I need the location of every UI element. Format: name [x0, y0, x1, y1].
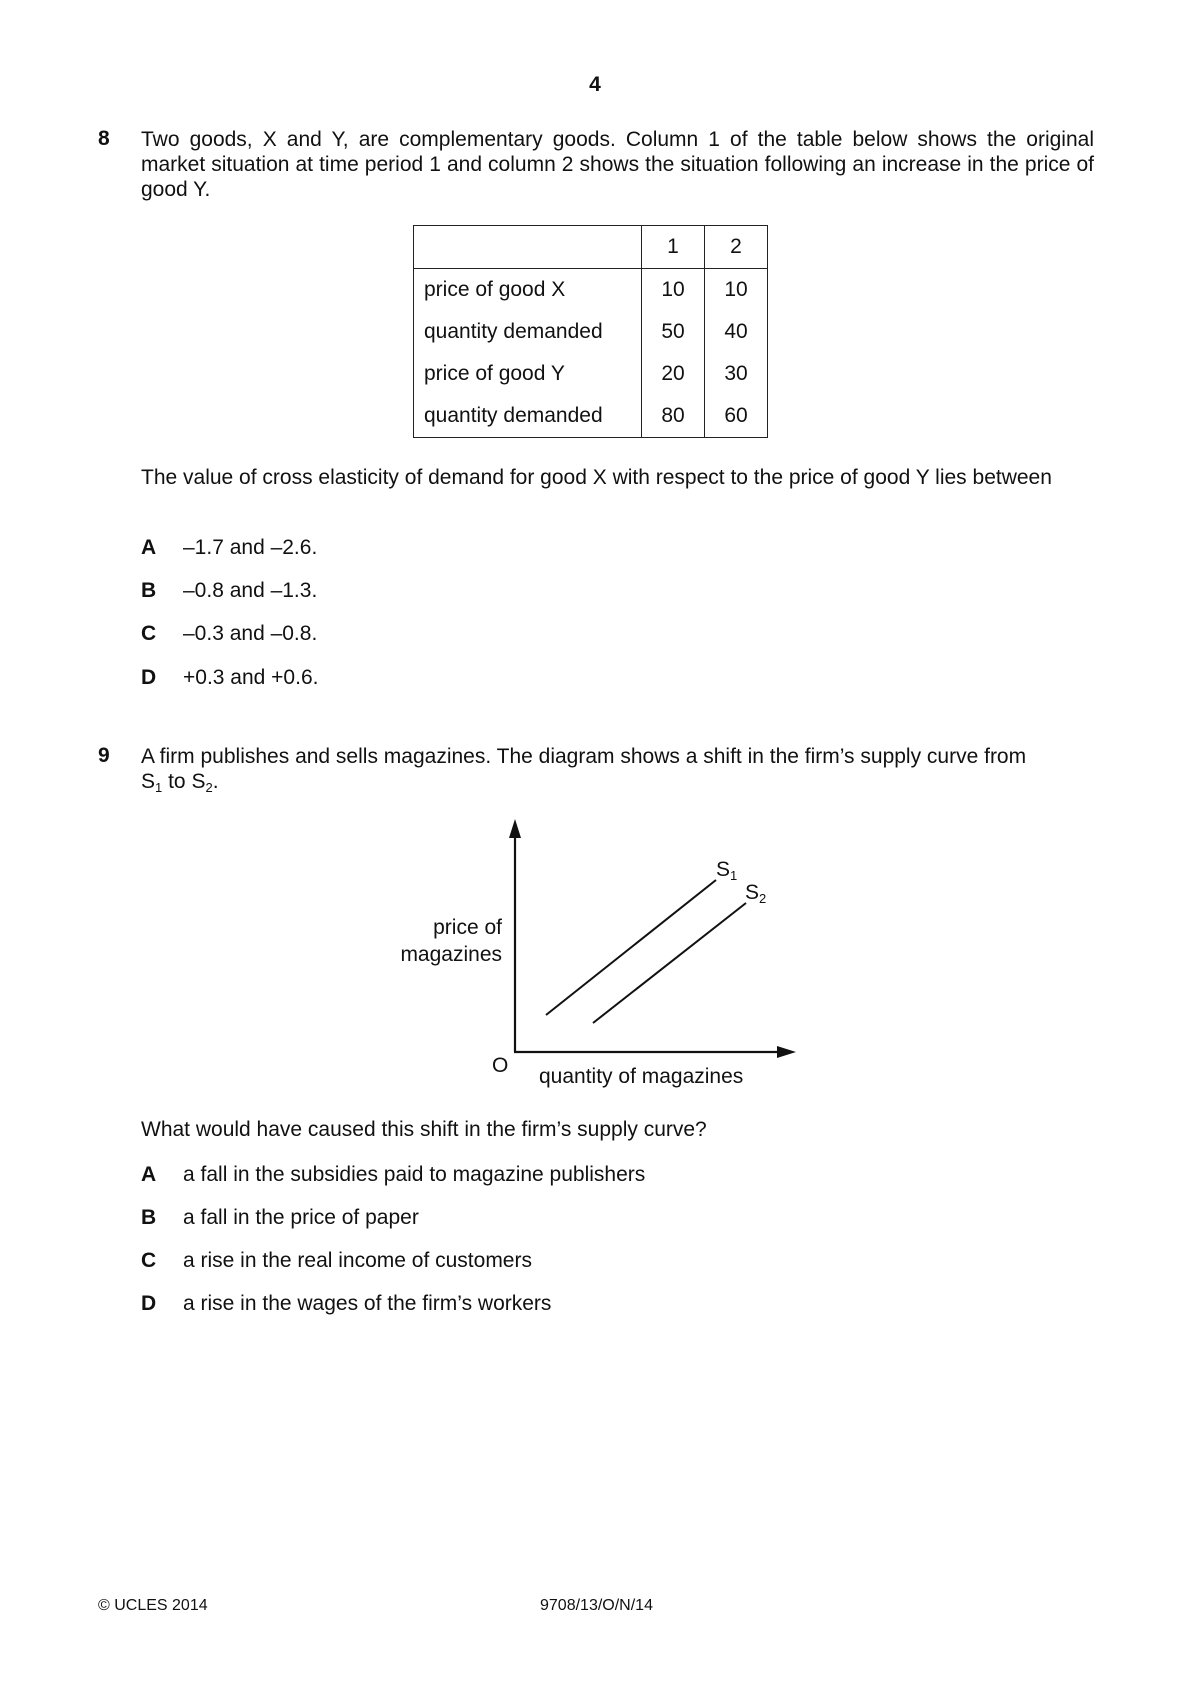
- y-axis-label-line1: price of: [433, 916, 502, 939]
- q9-option-a-text: a fall in the subsidies paid to magazine publishers: [183, 1163, 646, 1186]
- question-8-prompt: The value of cross elasticity of demand for good X with respect to the price of good Y lies between: [141, 466, 1052, 489]
- question-8-stem: Two goods, X and Y, are complementary goods. Column 1 of the table below shows the original market situation at time period 1 and column 2 shows the situation following an increase in the price of good Y.: [141, 128, 1094, 201]
- s2-symbol: S: [191, 770, 206, 793]
- s1-curve-symbol: S: [716, 858, 731, 881]
- q9-option-d-text: a rise in the wages of the firm’s workers: [183, 1292, 552, 1315]
- table-cell: 80: [642, 395, 705, 438]
- q9-option-b-letter: B: [141, 1206, 157, 1229]
- s2-subscript: 2: [205, 780, 213, 795]
- q8-option-d-text: +0.3 and +0.6.: [183, 666, 319, 689]
- s1-symbol: S: [141, 770, 156, 793]
- table-cell: 40: [705, 311, 768, 353]
- supply-curve-s2: [593, 903, 746, 1023]
- table-cell: 50: [642, 311, 705, 353]
- q9-option-a-letter: A: [141, 1163, 157, 1186]
- origin-label: O: [492, 1054, 509, 1077]
- y-axis-label-line2: magazines: [400, 943, 502, 966]
- q9-option-c-letter: C: [141, 1249, 157, 1272]
- table-header-cell: 1: [642, 226, 705, 269]
- question-9-stem-line1: A firm publishes and sells magazines. The diagram shows a shift in the firm’s supply curve from: [141, 745, 1027, 768]
- q8-option-b-text: –0.8 and –1.3.: [183, 579, 318, 602]
- q8-option-b-letter: B: [141, 579, 157, 602]
- table-cell: 30: [705, 353, 768, 395]
- y-axis-arrowhead: [509, 819, 521, 838]
- table-cell-label: quantity demanded: [424, 320, 603, 343]
- q9-option-d-letter: D: [141, 1292, 157, 1315]
- table-cell-label: price of good Y: [424, 362, 565, 385]
- stem-to: to: [162, 770, 192, 793]
- question-9-number: 9: [98, 744, 110, 767]
- y-axis-label: [370, 914, 502, 968]
- table-cell-label: price of good X: [424, 278, 566, 301]
- table-header-cell: 2: [705, 226, 768, 269]
- x-axis-label: quantity of magazines: [539, 1065, 744, 1088]
- s2-curve-label: [745, 881, 766, 905]
- table-cell: 10: [642, 269, 705, 312]
- x-axis-arrowhead: [777, 1046, 796, 1058]
- table-cell-label: quantity demanded: [424, 404, 603, 427]
- stem-end: .: [212, 770, 219, 793]
- q9-option-b-text: a fall in the price of paper: [183, 1206, 419, 1229]
- q8-option-c-letter: C: [141, 622, 157, 645]
- table-cell: 10: [705, 269, 768, 312]
- s2-curve-symbol: S: [745, 881, 760, 904]
- footer-paper-code: 9708/13/O/N/14: [540, 1597, 653, 1614]
- q8-option-c-text: –0.3 and –0.8.: [183, 622, 318, 645]
- question-9-prompt: What would have caused this shift in the firm’s supply curve?: [141, 1118, 707, 1141]
- table-cell: 20: [642, 353, 705, 395]
- s1-curve-label: [716, 858, 737, 882]
- footer-copyright: © UCLES 2014: [98, 1597, 208, 1614]
- s1-curve-subscript: 1: [730, 868, 738, 883]
- q8-option-a-text: –1.7 and –2.6.: [183, 536, 318, 559]
- q9-option-c-text: a rise in the real income of customers: [183, 1249, 532, 1272]
- q8-option-a-letter: A: [141, 536, 157, 559]
- q8-option-d-letter: D: [141, 666, 157, 689]
- page-number: 4: [589, 73, 601, 96]
- s1-subscript: 1: [155, 780, 163, 795]
- s2-curve-subscript: 2: [759, 891, 767, 906]
- question-8-number: 8: [98, 127, 110, 150]
- table-cell: 60: [705, 395, 768, 438]
